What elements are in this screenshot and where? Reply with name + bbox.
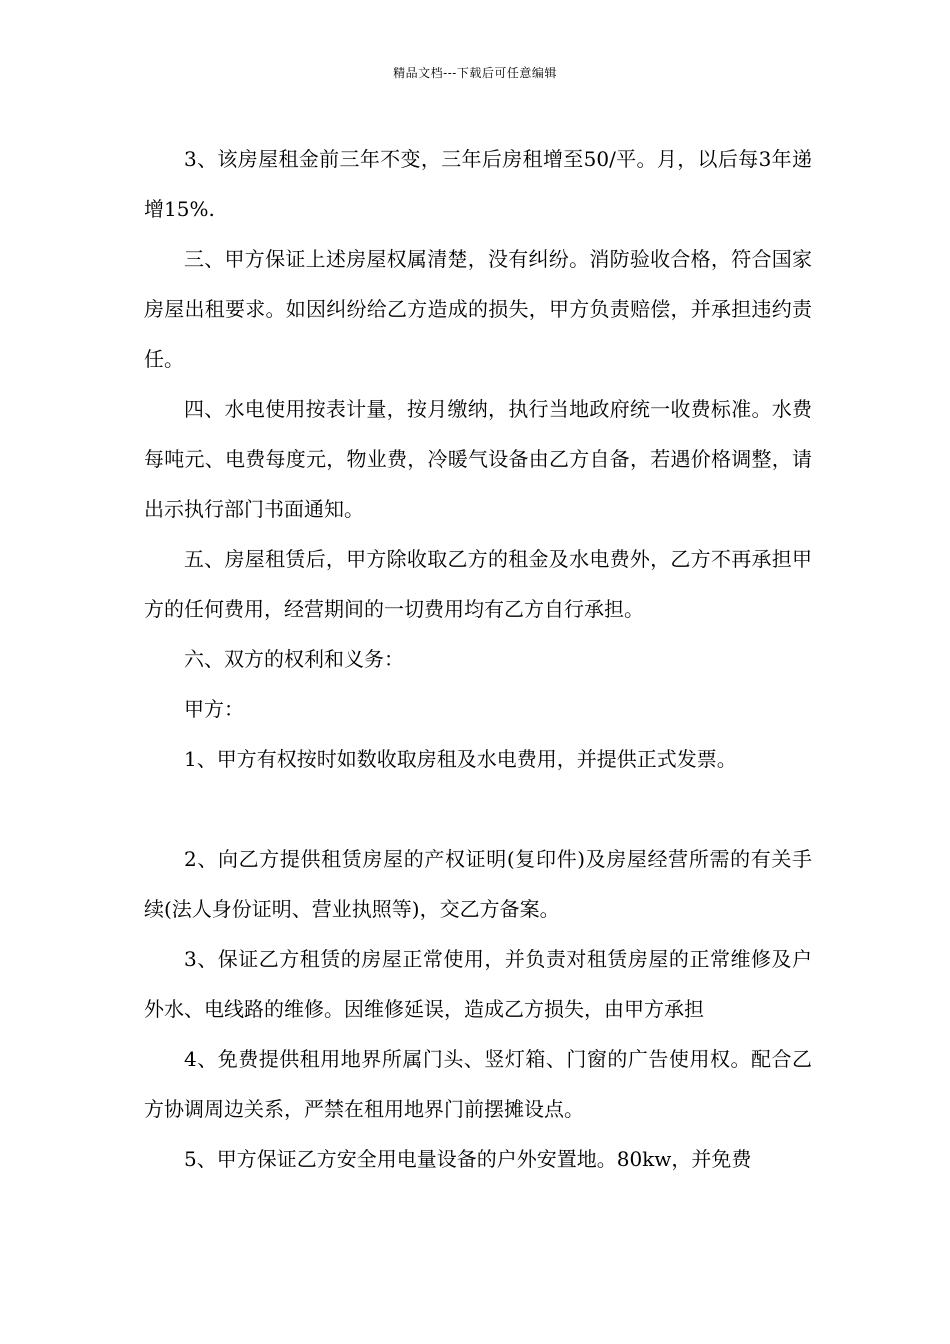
paragraph-clause-5: 五、房屋租赁后，甲方除收取乙方的租金及水电费外，乙方不再承担甲方的任何费用，经营期间的一切费用均有乙方自行承担。 [144, 547, 812, 621]
page-header: 精品文档---下载后可任意编辑 [393, 66, 557, 80]
paragraph-party-a-heading: 甲方： [184, 697, 244, 721]
paragraph-party-a-item-2: 2、向乙方提供租赁房屋的产权证明(复印件)及房屋经营所需的有关手续(法人身份证明、营业执照等)，交乙方备案。 [144, 847, 812, 921]
paragraph-party-a-item-1: 1、甲方有权按时如数收取房租及水电费用，并提供正式发票。 [184, 747, 737, 771]
blank-line [144, 784, 812, 834]
paragraph-party-a-item-5: 5、甲方保证乙方安全用电量设备的户外安置地。80kw，并免费 [184, 1147, 752, 1171]
paragraph-party-a-item-4: 4、免费提供租用地界所属门头、竖灯箱、门窗的广告使用权。配合乙方协调周边关系，严禁在租用地界门前摆摊设点。 [144, 1047, 812, 1121]
paragraph-rent-increase: 3、该房屋租金前三年不变，三年后房租增至50/平。月，以后每3年递增15%. [144, 147, 812, 221]
paragraph-clause-4: 四、水电使用按表计量，按月缴纳，执行当地政府统一收费标准。水费每吨元、电费每度元，物业费，冷暖气设备由乙方自备，若遇价格调整，请出示执行部门书面通知。 [144, 397, 812, 521]
paragraph-clause-6-heading: 六、双方的权利和义务： [184, 647, 404, 671]
paragraph-clause-3: 三、甲方保证上述房屋权属清楚，没有纠纷。消防验收合格，符合国家房屋出租要求。如因纠纷给乙方造成的损失，甲方负责赔偿，并承担违约责任。 [144, 247, 812, 371]
paragraph-party-a-item-3: 3、保证乙方租赁的房屋正常使用，并负责对租赁房屋的正常维修及户外水、电线路的维修。因维修延误，造成乙方损失，由甲方承担 [144, 947, 812, 1021]
document-body [144, 134, 812, 1184]
